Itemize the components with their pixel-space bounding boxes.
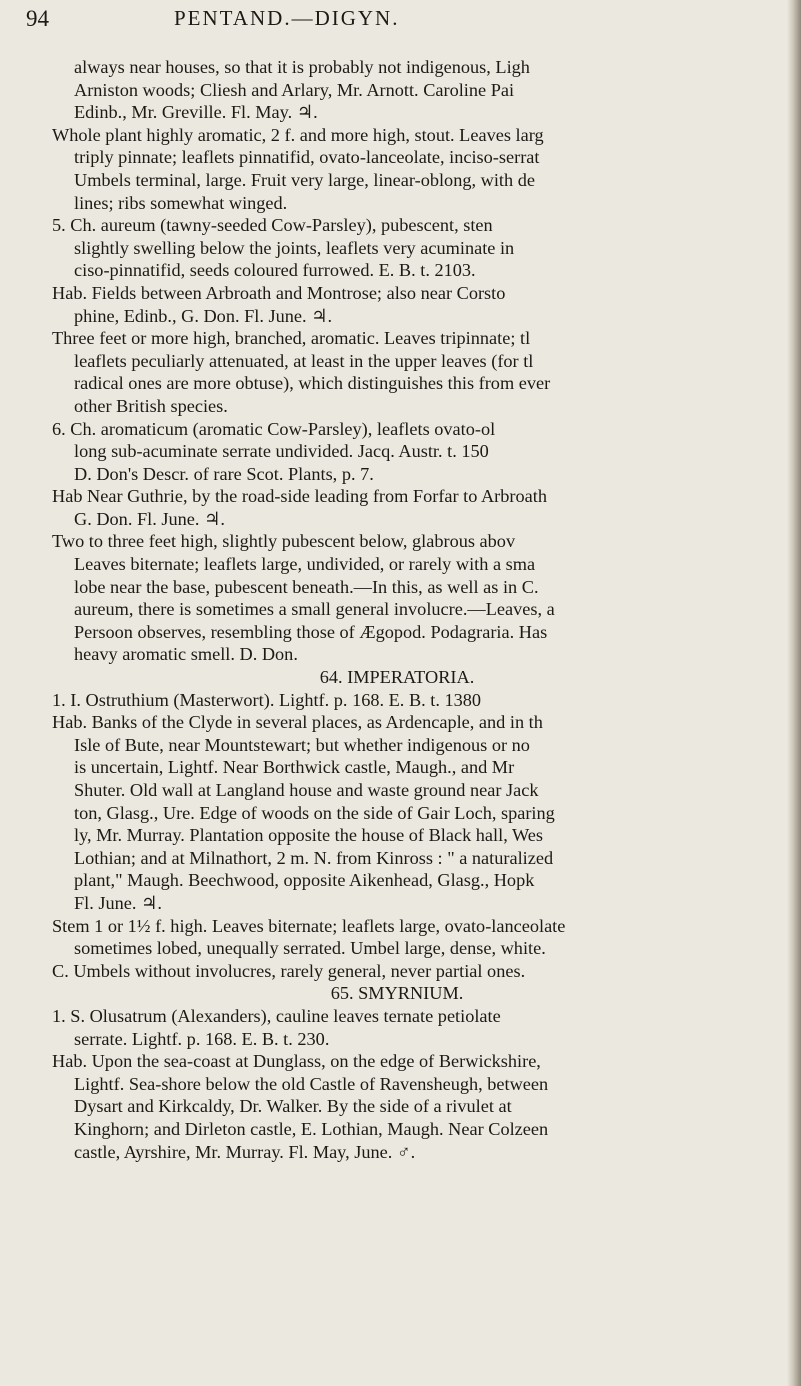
text-line: radical ones are more obtuse), which distinguishes this from ever: [74, 373, 551, 394]
page-binding-edge: [787, 0, 801, 1386]
section-heading: 65. SMYRNIUM.: [330, 983, 464, 1004]
text-line: Shuter. Old wall at Langland house and waste ground near Jack: [74, 780, 539, 800]
text-line: Isle of Bute, near Mountstewart; but whether indigenous or no: [74, 734, 530, 755]
text-line: Whole plant highly aromatic, 2 f. and more high, stout. Leaves larg: [52, 124, 544, 145]
text-line: plant," Maugh. Beechwood, opposite Aikenhead, Glasg., Hopk: [74, 870, 535, 891]
text-line: ton, Glasg., Ure. Edge of woods on the side of Gair Loch, sparing: [74, 802, 555, 823]
page-number: 94: [26, 6, 49, 31]
text-line: Edinb., Mr. Greville. Fl. May. ♃.: [74, 102, 318, 123]
text-line: castle, Ayrshire, Mr. Murray. Fl. May, June. ♂.: [74, 1141, 416, 1162]
text-line: phine, Edinb., G. Don. Fl. June. ♃.: [74, 305, 333, 326]
text-line: Hab. Banks of the Clyde in several places, as Ardencaple, and in th: [52, 712, 543, 733]
text-line: Leaves biternate; leaflets large, undivided, or rarely with a sma: [74, 554, 536, 575]
text-line: sometimes lobed, unequally serrated. Umbel large, dense, white.: [74, 938, 546, 959]
text-line: 5. Ch. aureum (tawny-seeded Cow-Parsley), pubescent, sten: [52, 215, 493, 236]
text-line: aureum, there is sometimes a small general involucre.—Leaves, a: [74, 599, 555, 620]
text-line: Umbels terminal, large. Fruit very large, linear-oblong, with de: [74, 169, 535, 190]
text-line: 1. S. Olusatrum (Alexanders), cauline leaves ternate petiolate: [52, 1005, 501, 1026]
body-text: [52, 56, 782, 1163]
text-line: Kinghorn; and Dirleton castle, E. Lothian, Maugh. Near Colzeen: [74, 1118, 549, 1139]
text-line: heavy aromatic smell. D. Don.: [74, 644, 298, 665]
text-line: slightly swelling below the joints, leaflets very acuminate in: [74, 237, 515, 258]
text-line: Lothian; and at Milnathort, 2 m. N. from Kinross : " a naturalized: [74, 847, 554, 868]
text-line: Three feet or more high, branched, aromatic. Leaves tripinnate; tl: [52, 328, 531, 349]
text-line: always near houses, so that it is probably not indigenous, Ligh: [74, 57, 530, 77]
text-line: G. Don. Fl. June. ♃.: [74, 508, 225, 529]
text-line: Hab Near Guthrie, by the road-side leading from Forfar to Arbroath: [52, 486, 547, 507]
text-line: Hab. Fields between Arbroath and Montrose; also near Corsto: [52, 282, 506, 303]
text-line: lobe near the base, pubescent beneath.—In this, as well as in C.: [74, 576, 539, 597]
page-header: [26, 6, 781, 40]
text-line: Dysart and Kirkcaldy, Dr. Walker. By the side of a rivulet at: [74, 1096, 512, 1117]
text-line: Hab. Upon the sea-coast at Dunglass, on the edge of Berwickshire,: [52, 1051, 541, 1072]
text-line: Stem 1 or 1½ f. high. Leaves biternate; leaflets large, ovato-lanceolate: [52, 915, 566, 936]
text-line: 6. Ch. aromaticum (aromatic Cow-Parsley), leaflets ovato-ol: [52, 418, 496, 439]
text-line: is uncertain, Lightf. Near Borthwick castle, Maugh., and Mr: [74, 757, 515, 778]
text-line: lines; ribs somewhat winged.: [74, 192, 288, 213]
text-line: Lightf. Sea-shore below the old Castle of Ravensheugh, between: [74, 1073, 549, 1094]
text-line: C. Umbels without involucres, rarely general, never partial ones.: [52, 960, 526, 981]
text-line: leaflets peculiarly attenuated, at least in the upper leaves (for tl: [74, 350, 534, 371]
text-line: ciso-pinnatifid, seeds coloured furrowed. E. B. t. 2103.: [74, 260, 476, 281]
text-line: Fl. June. ♃.: [74, 892, 162, 913]
text-line: Arniston woods; Cliesh and Arlary, Mr. Arnott. Caroline Pai: [74, 79, 515, 100]
text-line: other British species.: [74, 395, 228, 416]
text-line: triply pinnate; leaflets pinnatifid, ovato-lanceolate, inciso-serrat: [74, 147, 540, 168]
text-line: ly, Mr. Murray. Plantation opposite the house of Black hall, Wes: [74, 825, 544, 846]
running-head: PENTAND.—DIGYN.: [174, 6, 400, 30]
text-line: long sub-acuminate serrate undivided. Jacq. Austr. t. 150: [74, 441, 489, 462]
section-heading: 64. IMPERATORIA.: [319, 667, 475, 688]
text-line: Two to three feet high, slightly pubescent below, glabrous abov: [52, 531, 516, 552]
text-line: serrate. Lightf. p. 168. E. B. t. 230.: [74, 1028, 330, 1049]
text-line: D. Don's Descr. of rare Scot. Plants, p. 7.: [74, 463, 374, 484]
text-line: Persoon observes, resembling those of Ægopod. Podagraria. Has: [74, 621, 548, 642]
text-line: 1. I. Ostruthium (Masterwort). Lightf. p. 168. E. B. t. 1380: [52, 689, 482, 710]
